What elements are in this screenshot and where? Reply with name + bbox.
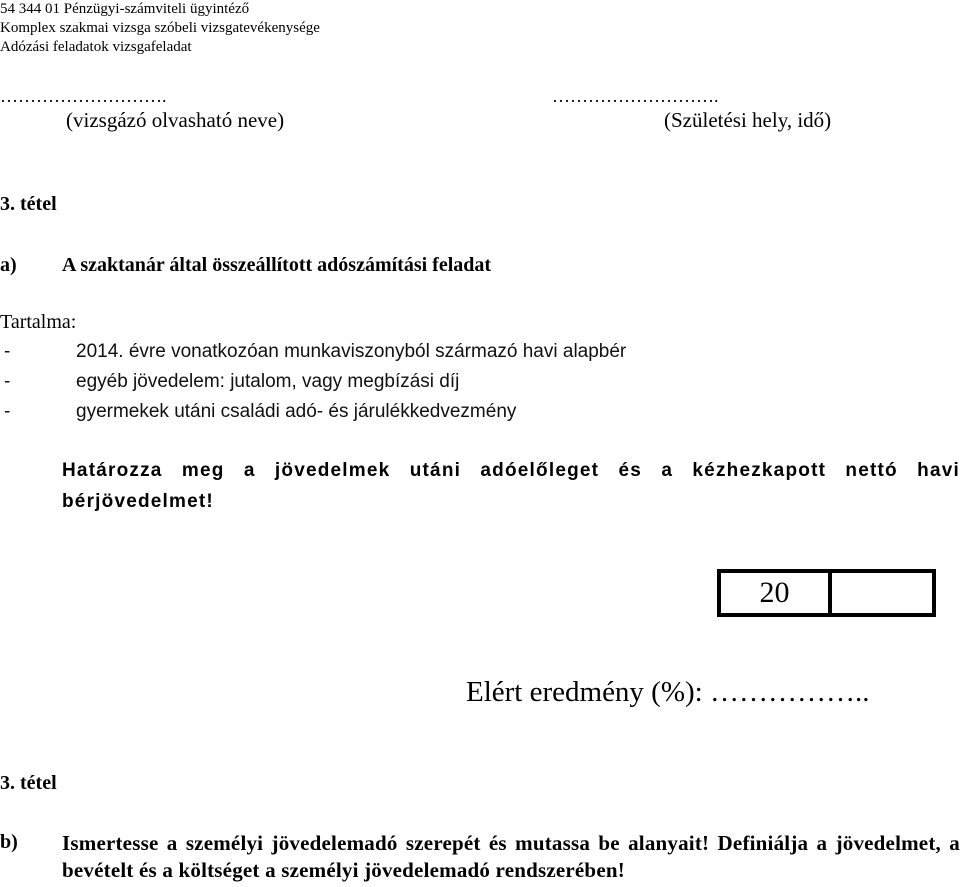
section-a-letter: a) [0,254,17,276]
contents-label: Tartalma: [0,311,77,333]
section-a-title: 3. tétel [0,193,57,215]
section-b-task: Ismertesse a személyi jövedelemadó szerepét és mutassa be alanyait! Definiálja a jövedelmet, a bevételt és a költséget a személyi jövedelemadó rendszerében! [62,831,960,882]
birth-dotted-line: ………………………. [552,86,719,106]
birth-caption: (Születési hely, idő) [664,108,832,132]
score-box [717,569,960,617]
list-item-dash: - [4,341,11,362]
result-label: Elért eredmény (%): …………….. [466,676,870,708]
section-a-heading: A szaktanár által összeállított adószámítási feladat [62,254,492,276]
section-a-task: Határozza meg a jövedelmek utáni adóelőleget és a kézhezkapott nettó havi bérjövedelmet! [62,460,960,512]
list-item: egyéb jövedelem: jutalom, vagy megbízási díj [76,371,460,392]
header-line-2: Komplex szakmai vizsga szóbeli vizsgatevékenysége [0,20,320,36]
max-points-cell: 20 [717,569,828,617]
list-item: gyermekek utáni családi adó- és járulékkedvezmény [76,401,517,422]
list-item-dash: - [4,371,11,392]
list-item: 2014. évre vonatkozóan munkaviszonyból származó havi alapbér [76,341,627,362]
header-line-3: Adózási feladatok vizsgafeladat [0,39,192,55]
header-line-1: 54 344 01 Pénzügyi-számviteli ügyintéző [0,1,250,17]
name-caption: (vizsgázó olvasható neve) [66,108,285,132]
section-b-title: 3. tétel [0,772,57,794]
section-b-letter: b) [0,831,18,853]
name-dotted-line: ………………………. [0,86,167,106]
list-item-dash: - [4,401,11,422]
achieved-points-cell[interactable] [828,569,936,617]
